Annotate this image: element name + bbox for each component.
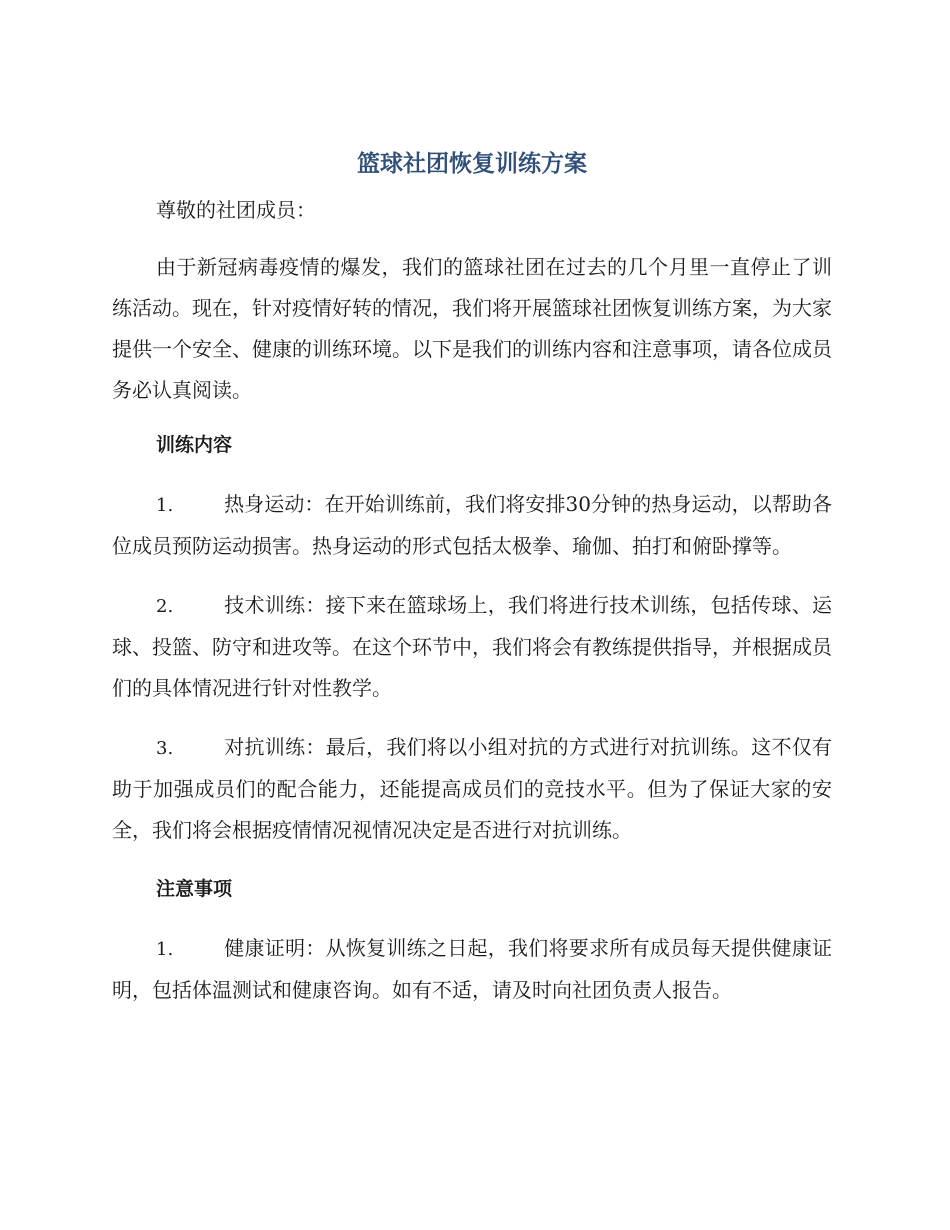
section-heading: 训练内容 xyxy=(156,434,233,456)
document-title: 篮球社团恢复训练方案 xyxy=(357,151,587,177)
section-precautions xyxy=(112,869,832,1011)
list-item-text: 热身运动：在开始训练前，我们将安排30分钟的热身运动，以帮助各位成员预防运动损害。热身运动的形式包括太极拳、瑜伽、拍打和俯卧撑等。 xyxy=(112,492,832,558)
list-item-number: 2. xyxy=(156,596,174,617)
list-item-number: 1. xyxy=(156,495,174,516)
list-item-number: 3. xyxy=(156,738,174,759)
document-body xyxy=(112,146,832,1029)
list-item-number: 1. xyxy=(156,939,174,960)
list-item xyxy=(112,585,832,709)
list-item-text: 对抗训练：最后，我们将以小组对抗的方式进行对抗训练。这不仅有助于加强成员们的配合能力，还能提高成员们的竞技水平。但为了保证大家的安全，我们将会根据疫情情况视情况决定是否进行对抗训练。 xyxy=(112,735,832,842)
intro-paragraph: 由于新冠病毒疫情的爆发，我们的篮球社团在过去的几个月里一直停止了训练活动。现在，针对疫情好转的情况，我们将开展篮球社团恢复训练方案，为大家提供一个安全、健康的训练环境。以下是我们的训练内容和注意事项，请各位成员务必认真阅读。 xyxy=(112,255,832,402)
list-item xyxy=(112,484,832,567)
salutation: 尊敬的社团成员： xyxy=(156,198,316,222)
list-item-text: 健康证明：从恢复训练之日起，我们将要求所有成员每天提供健康证明，包括体温测试和健康咨询。如有不适，请及时向社团负责人报告。 xyxy=(112,936,832,1002)
list-item-text: 技术训练：接下来在篮球场上，我们将进行技术训练，包括传球、运球、投篮、防守和进攻等。在这个环节中，我们将会有教练提供指导，并根据成员们的具体情况进行针对性教学。 xyxy=(112,593,832,700)
list-item xyxy=(112,928,832,1011)
list-item xyxy=(112,727,832,851)
section-heading: 注意事项 xyxy=(156,878,233,900)
section-training-content xyxy=(112,425,832,851)
